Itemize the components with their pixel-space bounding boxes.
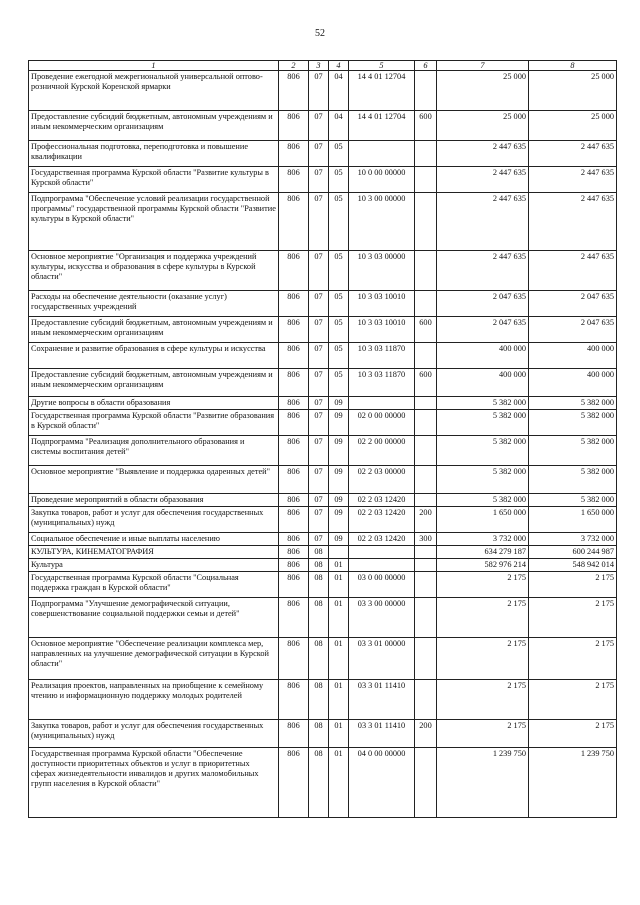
amount-year-2: 2 447 635 <box>529 251 617 291</box>
target-article-code: 10 3 00 00000 <box>349 193 415 251</box>
expense-type-code <box>415 559 437 572</box>
row-name: Сохранение и развитие образования в сфере культуры и искусства <box>29 343 279 369</box>
expense-type-code: 300 <box>415 533 437 546</box>
target-article-code: 02 2 03 00000 <box>349 466 415 494</box>
amount-year-2: 3 732 000 <box>529 533 617 546</box>
row-name: Государственная программа Курской области "Развитие образования в Курской области" <box>29 410 279 436</box>
page-number: 52 <box>315 28 325 39</box>
section-code: 07 <box>309 466 329 494</box>
amount-year-1: 5 382 000 <box>437 410 529 436</box>
column-header: 3 <box>309 61 329 71</box>
amount-year-1: 2 175 <box>437 598 529 638</box>
table-row <box>29 436 617 466</box>
ministry-code: 806 <box>279 141 309 167</box>
ministry-code: 806 <box>279 251 309 291</box>
amount-year-1: 634 279 187 <box>437 546 529 559</box>
subsection-code: 05 <box>329 317 349 343</box>
target-article-code <box>349 397 415 410</box>
amount-year-2: 25 000 <box>529 71 617 111</box>
section-code: 07 <box>309 167 329 193</box>
amount-year-2: 2 175 <box>529 638 617 680</box>
column-number-row <box>29 61 617 71</box>
row-name: Культура <box>29 559 279 572</box>
row-name: Государственная программа Курской области "Социальная поддержка граждан в Курской области" <box>29 572 279 598</box>
expense-type-code: 200 <box>415 720 437 748</box>
amount-year-1: 400 000 <box>437 369 529 397</box>
expense-type-code <box>415 71 437 111</box>
ministry-code: 806 <box>279 317 309 343</box>
target-article-code: 10 3 03 11870 <box>349 369 415 397</box>
subsection-code <box>329 546 349 559</box>
amount-year-2: 2 047 635 <box>529 291 617 317</box>
subsection-code: 09 <box>329 397 349 410</box>
subsection-code: 01 <box>329 720 349 748</box>
table-row <box>29 410 617 436</box>
table-row <box>29 546 617 559</box>
row-name: Предоставление субсидий бюджетным, автономным учреждениям и иным некоммерческим организациям <box>29 111 279 141</box>
target-article-code: 02 2 00 00000 <box>349 436 415 466</box>
expense-type-code: 600 <box>415 317 437 343</box>
subsection-code: 09 <box>329 533 349 546</box>
ministry-code: 806 <box>279 71 309 111</box>
subsection-code: 01 <box>329 572 349 598</box>
row-name: Подпрограмма "Улучшение демографической ситуации, совершенствование социальной поддержки семьи и детей" <box>29 598 279 638</box>
amount-year-1: 1 239 750 <box>437 748 529 818</box>
amount-year-1: 400 000 <box>437 343 529 369</box>
amount-year-2: 548 942 014 <box>529 559 617 572</box>
row-name: Подпрограмма "Реализация дополнительного образования и системы воспитания детей" <box>29 436 279 466</box>
target-article-code: 03 3 01 11410 <box>349 720 415 748</box>
section-code: 08 <box>309 720 329 748</box>
row-name: Профессиональная подготовка, переподготовка и повышение квалификации <box>29 141 279 167</box>
ministry-code: 806 <box>279 559 309 572</box>
amount-year-2: 5 382 000 <box>529 466 617 494</box>
target-article-code <box>349 141 415 167</box>
table-row <box>29 141 617 167</box>
ministry-code: 806 <box>279 598 309 638</box>
row-name: Закупка товаров, работ и услуг для обеспечения государственных (муниципальных) нужд <box>29 507 279 533</box>
ministry-code: 806 <box>279 466 309 494</box>
amount-year-1: 2 175 <box>437 638 529 680</box>
target-article-code: 03 3 01 11410 <box>349 680 415 720</box>
table-row <box>29 494 617 507</box>
table-row <box>29 638 617 680</box>
target-article-code <box>349 559 415 572</box>
section-code: 08 <box>309 572 329 598</box>
subsection-code: 01 <box>329 748 349 818</box>
row-name: Социальное обеспечение и иные выплаты населению <box>29 533 279 546</box>
table-row <box>29 251 617 291</box>
section-code: 07 <box>309 507 329 533</box>
amount-year-2: 2 447 635 <box>529 193 617 251</box>
subsection-code: 09 <box>329 436 349 466</box>
target-article-code: 03 3 01 00000 <box>349 638 415 680</box>
table-row <box>29 720 617 748</box>
target-article-code: 03 0 00 00000 <box>349 572 415 598</box>
amount-year-1: 5 382 000 <box>437 397 529 410</box>
ministry-code: 806 <box>279 720 309 748</box>
amount-year-2: 5 382 000 <box>529 410 617 436</box>
amount-year-1: 3 732 000 <box>437 533 529 546</box>
amount-year-2: 2 175 <box>529 572 617 598</box>
amount-year-2: 2 175 <box>529 720 617 748</box>
ministry-code: 806 <box>279 546 309 559</box>
table-row <box>29 507 617 533</box>
row-name: Реализация проектов, направленных на приобщение к семейному чтению и информационную поддержку молодых родителей <box>29 680 279 720</box>
row-name: Предоставление субсидий бюджетным, автономным учреждениям и иным некоммерческим организациям <box>29 369 279 397</box>
amount-year-1: 5 382 000 <box>437 494 529 507</box>
table-row <box>29 111 617 141</box>
amount-year-2: 400 000 <box>529 343 617 369</box>
row-name: Основное мероприятие "Организация и поддержка учреждений культуры, искусства и образования в сфере культуры в Курской области" <box>29 251 279 291</box>
expense-type-code <box>415 572 437 598</box>
subsection-code: 09 <box>329 410 349 436</box>
table-row <box>29 193 617 251</box>
target-article-code: 14 4 01 12704 <box>349 71 415 111</box>
amount-year-2: 400 000 <box>529 369 617 397</box>
expense-type-code: 600 <box>415 111 437 141</box>
expense-type-code <box>415 680 437 720</box>
amount-year-1: 582 976 214 <box>437 559 529 572</box>
column-header: 4 <box>329 61 349 71</box>
amount-year-1: 2 175 <box>437 720 529 748</box>
row-name: Проведение ежегодной межрегиональной универсальной оптово-розничной Курской Коренской ярмарки <box>29 71 279 111</box>
column-header: 7 <box>437 61 529 71</box>
ministry-code: 806 <box>279 494 309 507</box>
target-article-code: 03 3 00 00000 <box>349 598 415 638</box>
expense-type-code <box>415 494 437 507</box>
column-header: 6 <box>415 61 437 71</box>
section-code: 07 <box>309 251 329 291</box>
expense-type-code: 200 <box>415 507 437 533</box>
amount-year-1: 2 047 635 <box>437 291 529 317</box>
table-row <box>29 748 617 818</box>
subsection-code: 01 <box>329 598 349 638</box>
amount-year-2: 2 047 635 <box>529 317 617 343</box>
row-name: Предоставление субсидий бюджетным, автономным учреждениям и иным некоммерческим организациям <box>29 317 279 343</box>
amount-year-1: 2 047 635 <box>437 317 529 343</box>
section-code: 07 <box>309 397 329 410</box>
ministry-code: 806 <box>279 193 309 251</box>
section-code: 08 <box>309 748 329 818</box>
amount-year-2: 2 175 <box>529 680 617 720</box>
row-name: Другие вопросы в области образования <box>29 397 279 410</box>
amount-year-1: 2 175 <box>437 680 529 720</box>
target-article-code: 14 4 01 12704 <box>349 111 415 141</box>
expense-type-code <box>415 167 437 193</box>
subsection-code: 09 <box>329 494 349 507</box>
section-code: 07 <box>309 369 329 397</box>
expense-type-code <box>415 638 437 680</box>
expense-type-code <box>415 598 437 638</box>
amount-year-1: 2 447 635 <box>437 251 529 291</box>
section-code: 07 <box>309 533 329 546</box>
amount-year-1: 2 447 635 <box>437 167 529 193</box>
row-name: Расходы на обеспечение деятельности (оказание услуг) государственных учреждений <box>29 291 279 317</box>
target-article-code: 10 0 00 00000 <box>349 167 415 193</box>
amount-year-1: 1 650 000 <box>437 507 529 533</box>
section-code: 07 <box>309 141 329 167</box>
section-code: 08 <box>309 638 329 680</box>
expense-type-code <box>415 466 437 494</box>
table-row <box>29 317 617 343</box>
row-name: Государственная программа Курской области "Обеспечение доступности приоритетных объектов и услуг в приоритетных сферах жизнедеятельности инвалидов и других маломобильных групп населения в Курской области" <box>29 748 279 818</box>
expense-type-code <box>415 251 437 291</box>
ministry-code: 806 <box>279 507 309 533</box>
amount-year-2: 2 447 635 <box>529 141 617 167</box>
column-header: 8 <box>529 61 617 71</box>
amount-year-2: 1 650 000 <box>529 507 617 533</box>
subsection-code: 01 <box>329 680 349 720</box>
table-row <box>29 598 617 638</box>
subsection-code: 05 <box>329 343 349 369</box>
amount-year-1: 25 000 <box>437 71 529 111</box>
ministry-code: 806 <box>279 343 309 369</box>
section-code: 07 <box>309 291 329 317</box>
amount-year-1: 25 000 <box>437 111 529 141</box>
subsection-code: 01 <box>329 559 349 572</box>
subsection-code: 05 <box>329 251 349 291</box>
subsection-code: 05 <box>329 167 349 193</box>
column-header: 2 <box>279 61 309 71</box>
row-name: Закупка товаров, работ и услуг для обеспечения государственных (муниципальных) нужд <box>29 720 279 748</box>
ministry-code: 806 <box>279 111 309 141</box>
amount-year-2: 2 175 <box>529 598 617 638</box>
expense-type-code <box>415 193 437 251</box>
subsection-code: 04 <box>329 111 349 141</box>
subsection-code: 05 <box>329 193 349 251</box>
ministry-code: 806 <box>279 167 309 193</box>
table-row <box>29 397 617 410</box>
expense-type-code <box>415 397 437 410</box>
section-code: 07 <box>309 436 329 466</box>
expense-type-code <box>415 748 437 818</box>
target-article-code: 10 3 03 10010 <box>349 291 415 317</box>
ministry-code: 806 <box>279 369 309 397</box>
row-name: Подпрограмма "Обеспечение условий реализации государственной программы" государственной программы Курской области "Развитие культуры в Курской области" <box>29 193 279 251</box>
row-name: Проведение мероприятий в области образования <box>29 494 279 507</box>
budget-table <box>28 60 617 818</box>
subsection-code: 09 <box>329 507 349 533</box>
table-row <box>29 291 617 317</box>
ministry-code: 806 <box>279 748 309 818</box>
column-header: 5 <box>349 61 415 71</box>
ministry-code: 806 <box>279 291 309 317</box>
target-article-code: 04 0 00 00000 <box>349 748 415 818</box>
subsection-code: 01 <box>329 638 349 680</box>
target-article-code: 02 2 03 12420 <box>349 533 415 546</box>
target-article-code <box>349 546 415 559</box>
amount-year-1: 5 382 000 <box>437 466 529 494</box>
row-name: Основное мероприятие "Обеспечение реализации комплекса мер, направленных на улучшение демографической ситуации в Курской области" <box>29 638 279 680</box>
amount-year-1: 5 382 000 <box>437 436 529 466</box>
amount-year-2: 5 382 000 <box>529 397 617 410</box>
ministry-code: 806 <box>279 397 309 410</box>
subsection-code: 05 <box>329 141 349 167</box>
amount-year-1: 2 447 635 <box>437 141 529 167</box>
amount-year-2: 600 244 987 <box>529 546 617 559</box>
section-code: 08 <box>309 559 329 572</box>
ministry-code: 806 <box>279 436 309 466</box>
expense-type-code <box>415 141 437 167</box>
expense-type-code <box>415 343 437 369</box>
table-row <box>29 466 617 494</box>
expense-type-code <box>415 546 437 559</box>
target-article-code: 02 2 03 12420 <box>349 507 415 533</box>
subsection-code: 04 <box>329 71 349 111</box>
subsection-code: 05 <box>329 369 349 397</box>
subsection-code: 05 <box>329 291 349 317</box>
row-name: Государственная программа Курской области "Развитие культуры в Курской области" <box>29 167 279 193</box>
column-header: 1 <box>29 61 279 71</box>
section-code: 07 <box>309 410 329 436</box>
ministry-code: 806 <box>279 533 309 546</box>
expense-type-code <box>415 291 437 317</box>
target-article-code: 10 3 03 11870 <box>349 343 415 369</box>
target-article-code: 02 0 00 00000 <box>349 410 415 436</box>
table-row <box>29 343 617 369</box>
table-row <box>29 559 617 572</box>
table-row <box>29 680 617 720</box>
table-row <box>29 572 617 598</box>
section-code: 07 <box>309 317 329 343</box>
target-article-code: 10 3 03 10010 <box>349 317 415 343</box>
table-row <box>29 167 617 193</box>
section-code: 07 <box>309 494 329 507</box>
table-row <box>29 369 617 397</box>
expense-type-code <box>415 436 437 466</box>
amount-year-1: 2 175 <box>437 572 529 598</box>
section-code: 08 <box>309 598 329 638</box>
ministry-code: 806 <box>279 680 309 720</box>
section-code: 07 <box>309 193 329 251</box>
amount-year-2: 1 239 750 <box>529 748 617 818</box>
row-name: Основное мероприятие "Выявление и поддержка одаренных детей" <box>29 466 279 494</box>
amount-year-2: 2 447 635 <box>529 167 617 193</box>
ministry-code: 806 <box>279 572 309 598</box>
amount-year-1: 2 447 635 <box>437 193 529 251</box>
table-row <box>29 533 617 546</box>
target-article-code: 10 3 03 00000 <box>349 251 415 291</box>
expense-type-code: 600 <box>415 369 437 397</box>
section-code: 08 <box>309 680 329 720</box>
expense-type-code <box>415 410 437 436</box>
section-code: 07 <box>309 71 329 111</box>
amount-year-2: 25 000 <box>529 111 617 141</box>
subsection-code: 09 <box>329 466 349 494</box>
section-code: 07 <box>309 343 329 369</box>
amount-year-2: 5 382 000 <box>529 494 617 507</box>
section-code: 08 <box>309 546 329 559</box>
target-article-code: 02 2 03 12420 <box>349 494 415 507</box>
amount-year-2: 5 382 000 <box>529 436 617 466</box>
section-code: 07 <box>309 111 329 141</box>
table-row <box>29 71 617 111</box>
row-name: КУЛЬТУРА, КИНЕМАТОГРАФИЯ <box>29 546 279 559</box>
ministry-code: 806 <box>279 638 309 680</box>
ministry-code: 806 <box>279 410 309 436</box>
